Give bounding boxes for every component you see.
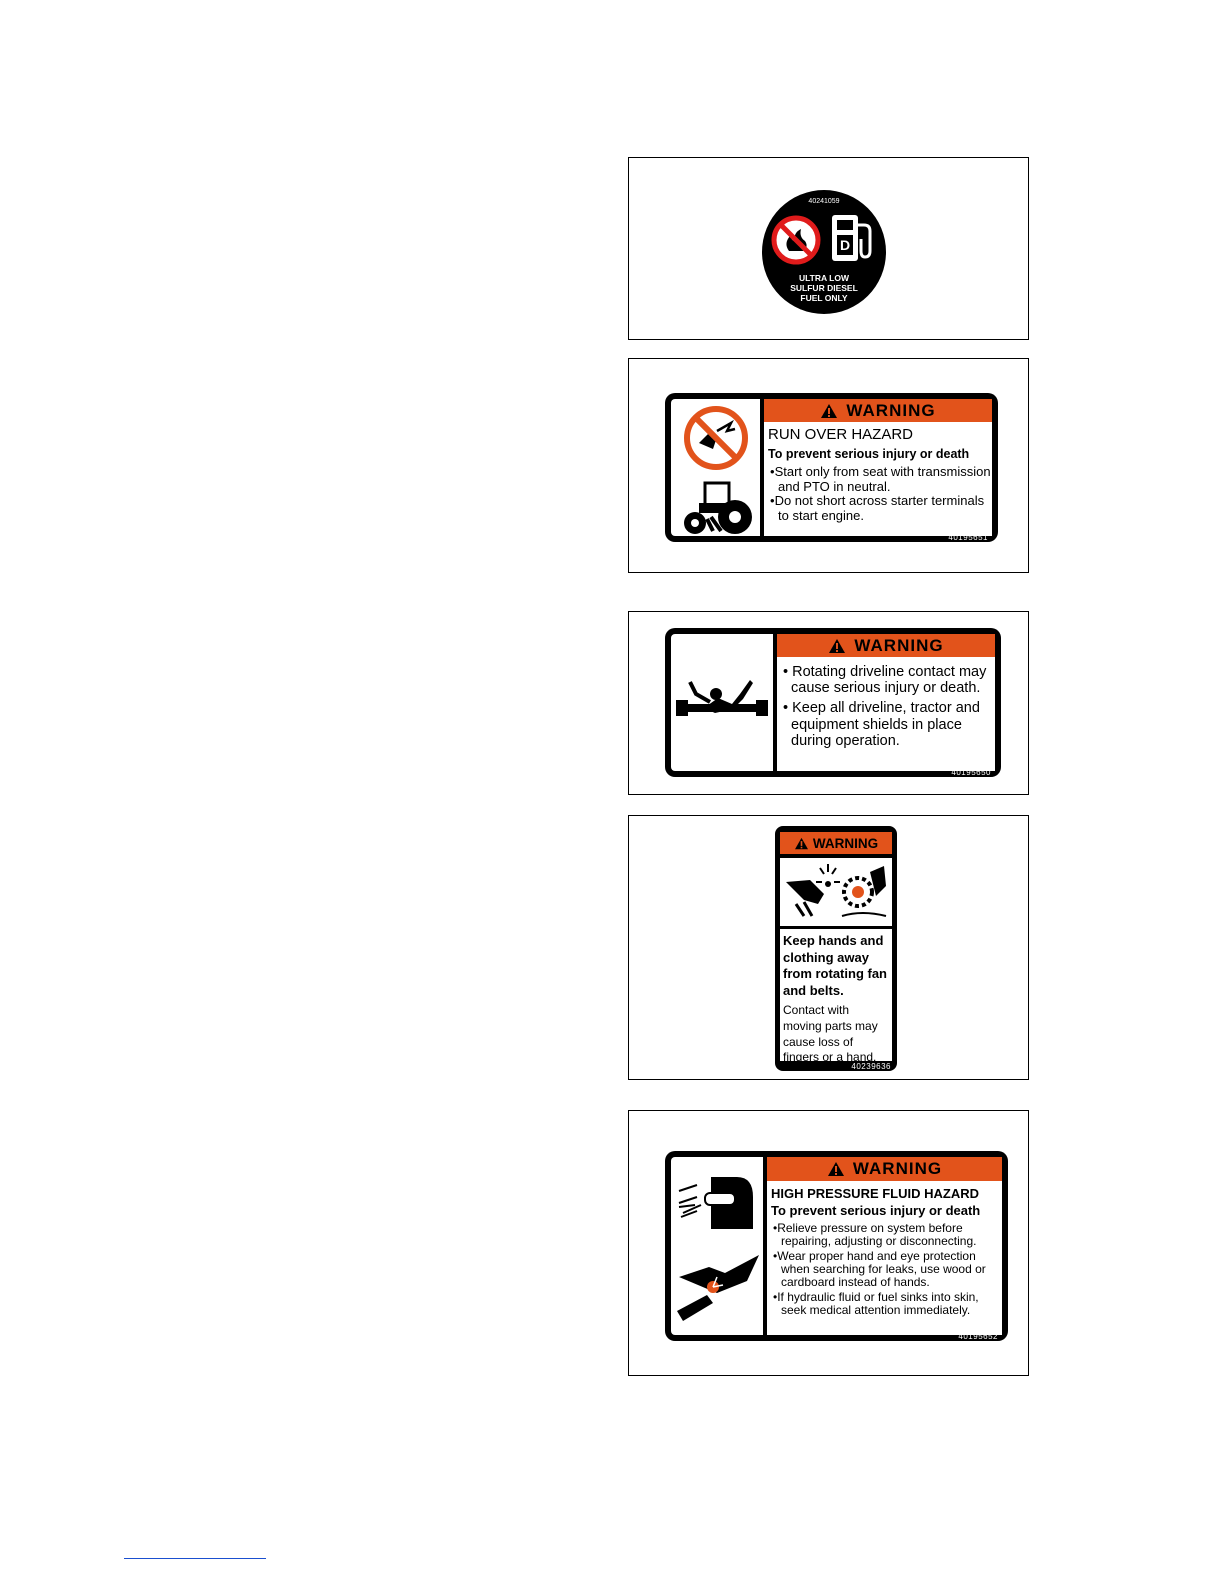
hazard-title: HIGH PRESSURE FLUID HAZARD xyxy=(771,1186,980,1201)
part-number: 40195650 xyxy=(951,768,991,777)
fluid-decal xyxy=(665,1151,1008,1341)
fan-text: Contact with moving parts may cause loss of fingers or a hand. xyxy=(783,1003,878,1065)
fan-decal xyxy=(775,826,897,1071)
no-flame-icon xyxy=(771,215,821,265)
fluid-decal-frame xyxy=(628,1110,1029,1376)
no-spark-icon xyxy=(683,405,749,471)
hazard-bullets xyxy=(768,465,992,523)
warning-label: WARNING xyxy=(812,835,879,851)
eye-protection-icon xyxy=(675,1173,759,1233)
warning-header xyxy=(780,832,892,854)
warning-triangle-icon xyxy=(828,638,846,654)
warning-triangle-icon xyxy=(820,403,838,419)
pictogram-panel xyxy=(671,1157,763,1335)
driveline-entanglement-icon xyxy=(674,674,770,734)
bullet-item: • Keep all driveline, tractor and equipment shields in place during operation. xyxy=(783,700,980,749)
warning-triangle-icon xyxy=(827,1161,845,1177)
bullet-item: •Start only from seat with transmission and PTO in neutral. xyxy=(770,464,991,494)
fuel-line: SULFUR DIESEL xyxy=(790,282,858,293)
message-panel xyxy=(780,926,892,1065)
fuel-decal-frame xyxy=(628,157,1029,340)
fuel-decal-text xyxy=(762,274,886,303)
driveline-decal-frame xyxy=(628,611,1029,795)
tractor-run-over-icon xyxy=(677,477,755,537)
bullet-item: •Wear proper hand and eye protection when searching for leaks, use wood or cardboard instead of hands. xyxy=(773,1248,986,1289)
fan-decal-frame xyxy=(628,815,1029,1080)
warning-header xyxy=(767,1157,1002,1181)
bullet-item: •Do not short across starter terminals to start engine. xyxy=(770,493,985,523)
warning-header xyxy=(764,399,992,422)
part-number: 40195651 xyxy=(948,533,988,542)
fuel-symbol-letter: D xyxy=(839,237,851,253)
warning-header xyxy=(777,634,995,657)
bullet-item: •If hydraulic fluid or fuel sinks into skin, seek medical attention immediately. xyxy=(773,1289,979,1317)
bullet-item: • Rotating driveline contact may cause serious injury or death. xyxy=(783,664,987,697)
warning-label: WARNING xyxy=(854,635,944,655)
pictogram-panel xyxy=(671,634,773,771)
fan-belt-hand-icon xyxy=(782,860,890,924)
message-panel xyxy=(767,1157,1002,1335)
fuel-line: ULTRA LOW xyxy=(798,273,850,283)
run-over-decal-frame xyxy=(628,358,1029,573)
fuel-decal xyxy=(762,190,886,314)
part-number: 40239636 xyxy=(851,1062,891,1071)
hazard-bullets xyxy=(771,1222,999,1317)
run-over-decal xyxy=(665,393,998,542)
bullet-item: •Relieve pressure on system before repairing, adjusting or disconnecting. xyxy=(773,1221,977,1248)
message-panel xyxy=(777,634,995,771)
part-number: 40195652 xyxy=(958,1332,998,1341)
fluid-injection-hand-icon xyxy=(673,1253,761,1327)
hazard-title: RUN OVER HAZARD xyxy=(768,426,914,443)
fan-bold-text: Keep hands and clothing away from rotating fan and belts. xyxy=(783,933,887,998)
pictogram-panel xyxy=(671,399,760,536)
hazard-subhead: To prevent serious injury or death xyxy=(768,447,970,461)
hazard-subhead: To prevent serious injury or death xyxy=(771,1203,981,1218)
warning-label: WARNING xyxy=(852,1159,943,1178)
warning-triangle-icon xyxy=(794,837,809,850)
message-panel xyxy=(764,399,992,536)
hazard-bullets xyxy=(781,664,991,749)
pictogram-panel xyxy=(780,858,892,926)
footer-link-underline[interactable] xyxy=(124,1558,266,1559)
fuel-line: FUEL ONLY xyxy=(800,292,848,303)
driveline-decal xyxy=(665,628,1001,777)
part-number: 40241059 xyxy=(808,198,840,205)
warning-label: WARNING xyxy=(846,400,936,420)
